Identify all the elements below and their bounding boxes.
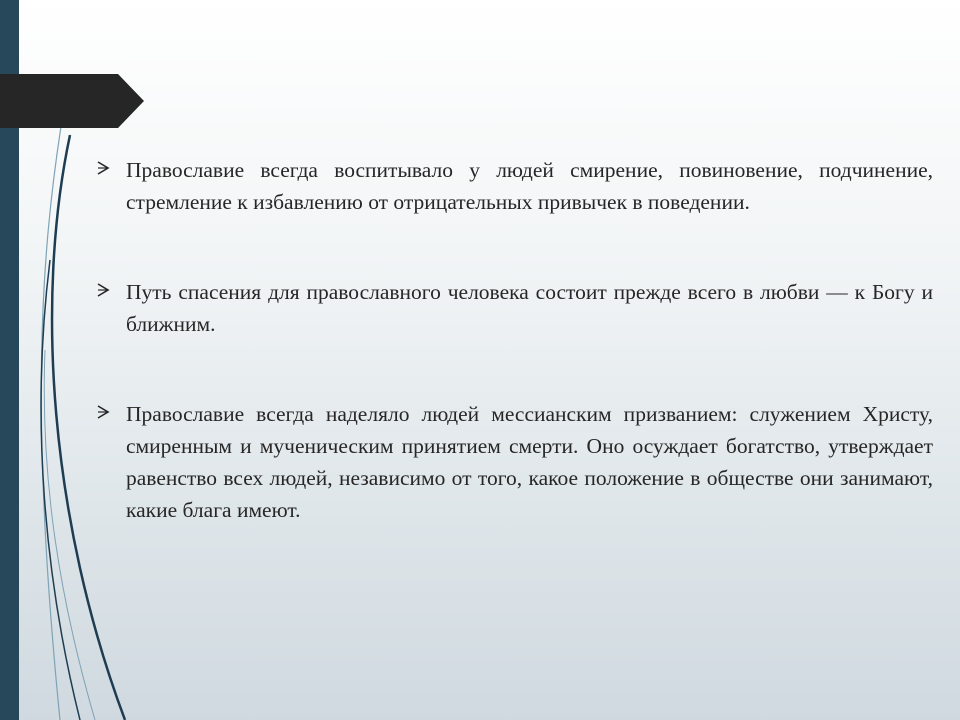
title-flag-shape [0, 74, 144, 128]
arrow-bullet-icon [95, 282, 111, 298]
bullet-list [95, 154, 933, 526]
bullet-item [95, 276, 933, 340]
bullet-item [95, 154, 933, 218]
bullet-item [95, 398, 933, 526]
arrow-bullet-icon [95, 160, 111, 176]
bullet-text: Православие всегда воспитывало у людей смирение, повиновение, подчинение, стремление к избавлению от отрицательных привычек в поведении. [126, 158, 933, 214]
arrow-bullet-icon [95, 404, 111, 420]
bullet-text: Путь спасения для православного человека состоит прежде всего в любви — к Богу и ближним. [126, 280, 933, 336]
bullet-text: Православие всегда наделяло людей мессианским призванием: служением Христу, смиренным и мученическим принятием смерти. Оно осуждает богатство, утверждает равенство всех людей, независимо от того, какое положение в обществе они занимают, какие блага имеют. [126, 402, 933, 522]
